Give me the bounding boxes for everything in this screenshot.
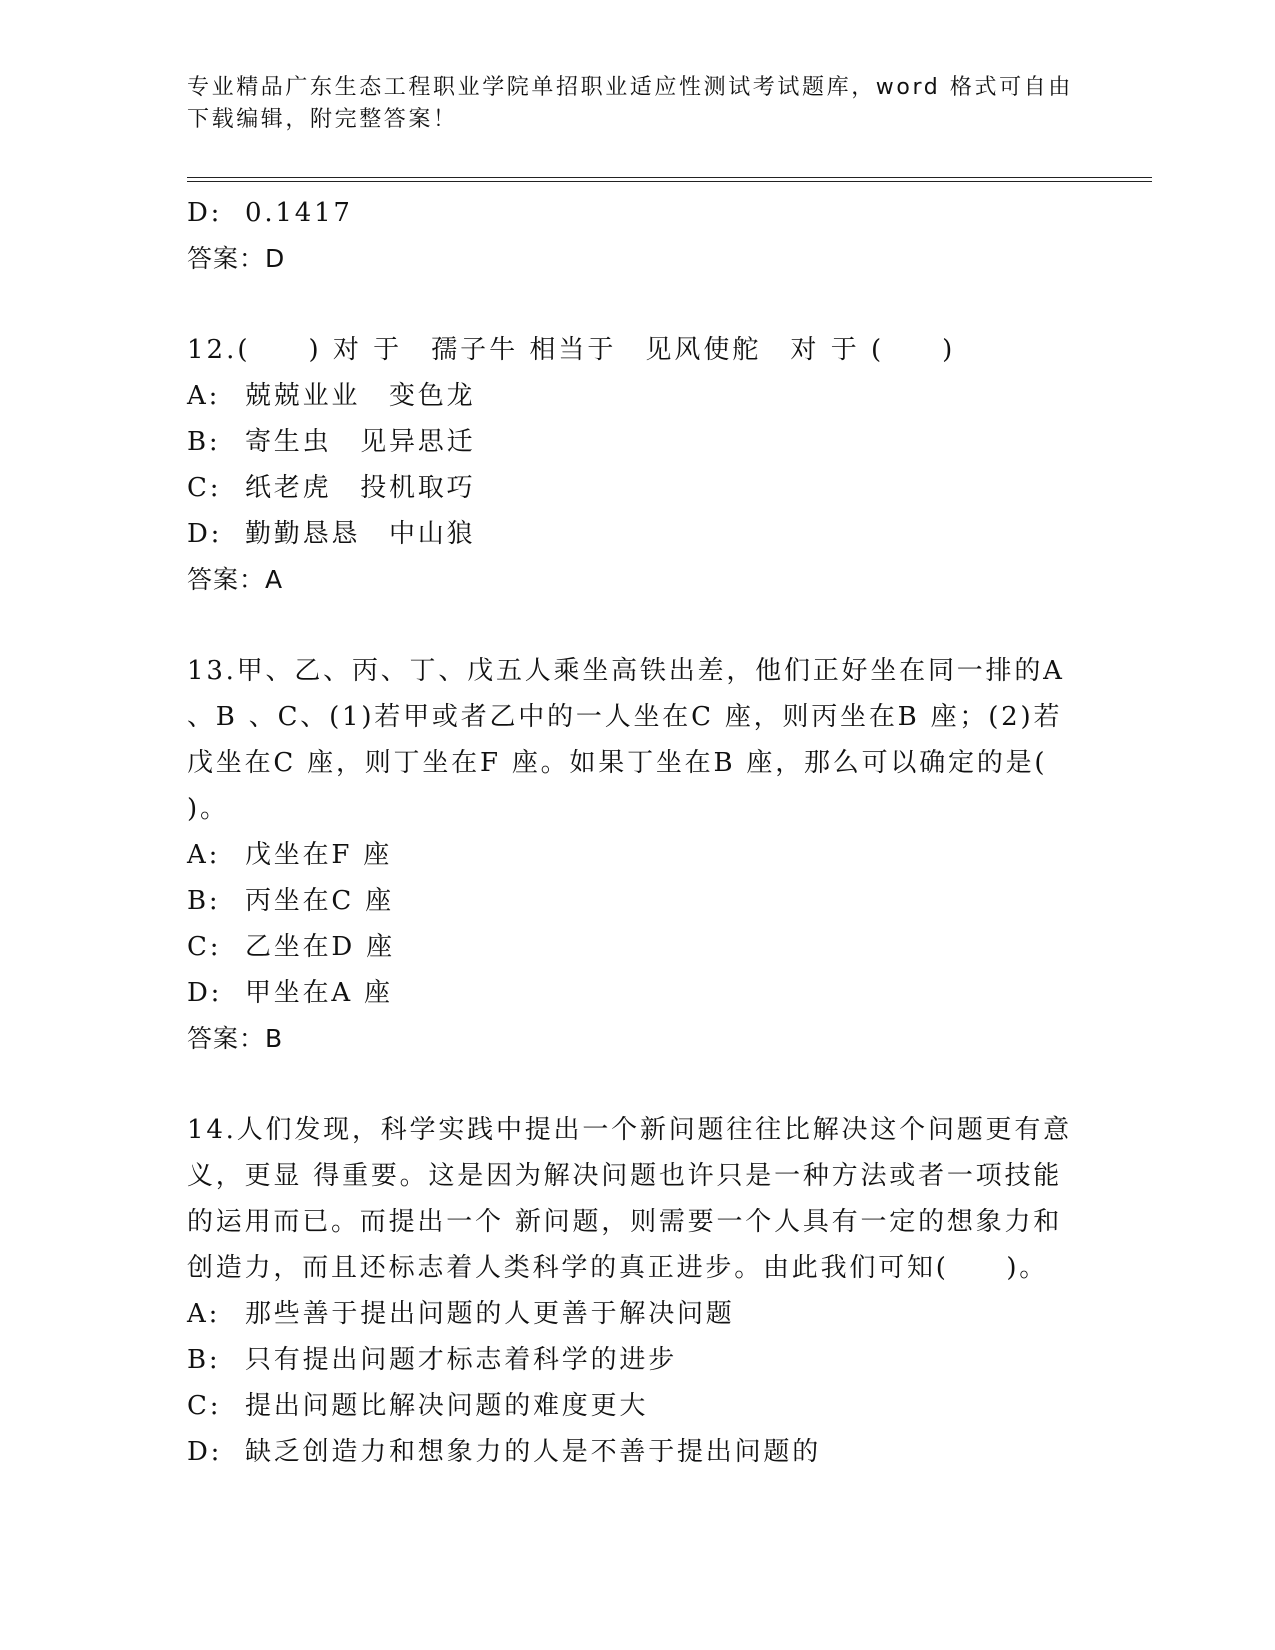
option-letter: B: bbox=[187, 1345, 221, 1375]
option-letter: C: bbox=[187, 1391, 222, 1421]
option-letter: D: bbox=[187, 1437, 223, 1467]
option-text: 缺乏创造力和想象力的人是不善于提出问题的 bbox=[245, 1437, 822, 1467]
option-letter: A: bbox=[187, 840, 221, 870]
header-line-1: 专业精品广东生态工程职业学院单招职业适应性测试考试题库，word 格式可自由 bbox=[187, 75, 1073, 100]
option-text: 纸老虎 投机取巧 bbox=[245, 473, 476, 503]
page-header bbox=[187, 72, 1087, 136]
answer-line: 答案：A bbox=[187, 565, 284, 594]
question-14-stem-line-4: 创造力，而且还标志着人类科学的真正进步。由此我们可知( )。 bbox=[187, 1253, 1049, 1283]
question-14-stem-line-2: 义，更显 得重要。这是因为解决问题也许只是一种方法或者一项技能 bbox=[187, 1161, 1063, 1191]
option-letter: C: bbox=[187, 473, 222, 503]
option-letter: B: bbox=[187, 427, 221, 457]
option-text: 那些善于提出问题的人更善于解决问题 bbox=[245, 1299, 735, 1329]
question-stem: 12.( ) 对 于 孺子牛 相当于 见风使舵 对 于 ( ) bbox=[187, 335, 956, 365]
option-text: 兢兢业业 变色龙 bbox=[245, 381, 476, 411]
option-b bbox=[187, 1337, 1092, 1383]
option-d bbox=[187, 1429, 1092, 1475]
option-d bbox=[187, 511, 1092, 557]
option-text: 乙坐在D 座 bbox=[245, 932, 395, 962]
option-letter: D: bbox=[187, 978, 223, 1008]
option-c bbox=[187, 924, 1092, 970]
option-text: 寄生虫 见异思迁 bbox=[245, 427, 476, 457]
option-d bbox=[187, 190, 1092, 236]
option-a bbox=[187, 373, 1092, 419]
spacer bbox=[187, 1061, 1092, 1107]
option-a bbox=[187, 1291, 1092, 1337]
option-text: 丙坐在C 座 bbox=[245, 886, 394, 916]
option-text: 勤勤恳恳 中山狼 bbox=[245, 519, 476, 549]
option-text: 提出问题比解决问题的难度更大 bbox=[245, 1391, 649, 1421]
option-c bbox=[187, 1383, 1092, 1429]
option-letter: D: bbox=[187, 198, 223, 228]
document-body bbox=[187, 190, 1092, 1475]
option-letter: A: bbox=[187, 1299, 221, 1329]
question-12-stem bbox=[187, 327, 1092, 373]
option-letter: D: bbox=[187, 519, 223, 549]
spacer bbox=[187, 281, 1092, 327]
option-text: 甲坐在A 座 bbox=[245, 978, 393, 1008]
option-a bbox=[187, 832, 1092, 878]
option-d bbox=[187, 970, 1092, 1016]
option-text: 只有提出问题才标志着科学的进步 bbox=[245, 1345, 678, 1375]
question-14-stem-line-1: 14.人们发现，科学实践中提出一个新问题往往比解决这个问题更有意 bbox=[187, 1115, 1072, 1145]
question-13-stem-line-3: 戊坐在C 座，则丁坐在F 座。如果丁坐在B 座，那么可以确定的是( bbox=[187, 748, 1048, 778]
answer-line: 答案：D bbox=[187, 244, 286, 273]
option-letter: A: bbox=[187, 381, 221, 411]
header-line-2: 下载编辑，附完整答案！ bbox=[187, 107, 458, 132]
option-letter: C: bbox=[187, 932, 222, 962]
question-13-stem-line-1: 13.甲、乙、丙、丁、戊五人乘坐高铁出差，他们正好坐在同一排的A bbox=[187, 656, 1065, 686]
option-text: 戊坐在F 座 bbox=[245, 840, 393, 870]
question-13-stem-line-2: 、B 、C、(1)若甲或者乙中的一人坐在C 座，则丙坐在B 座；(2)若 bbox=[187, 702, 1063, 732]
option-letter: B: bbox=[187, 886, 221, 916]
question-14-stem-line-3: 的运用而已。而提出一个 新问题，则需要一个人具有一定的想象力和 bbox=[187, 1207, 1063, 1237]
option-c bbox=[187, 465, 1092, 511]
spacer bbox=[187, 602, 1092, 648]
answer-line: 答案：B bbox=[187, 1024, 284, 1053]
question-13-stem-line-4: )。 bbox=[187, 794, 229, 824]
option-b bbox=[187, 878, 1092, 924]
header-divider bbox=[187, 177, 1152, 182]
option-b bbox=[187, 419, 1092, 465]
option-text: 0.1417 bbox=[245, 198, 353, 228]
